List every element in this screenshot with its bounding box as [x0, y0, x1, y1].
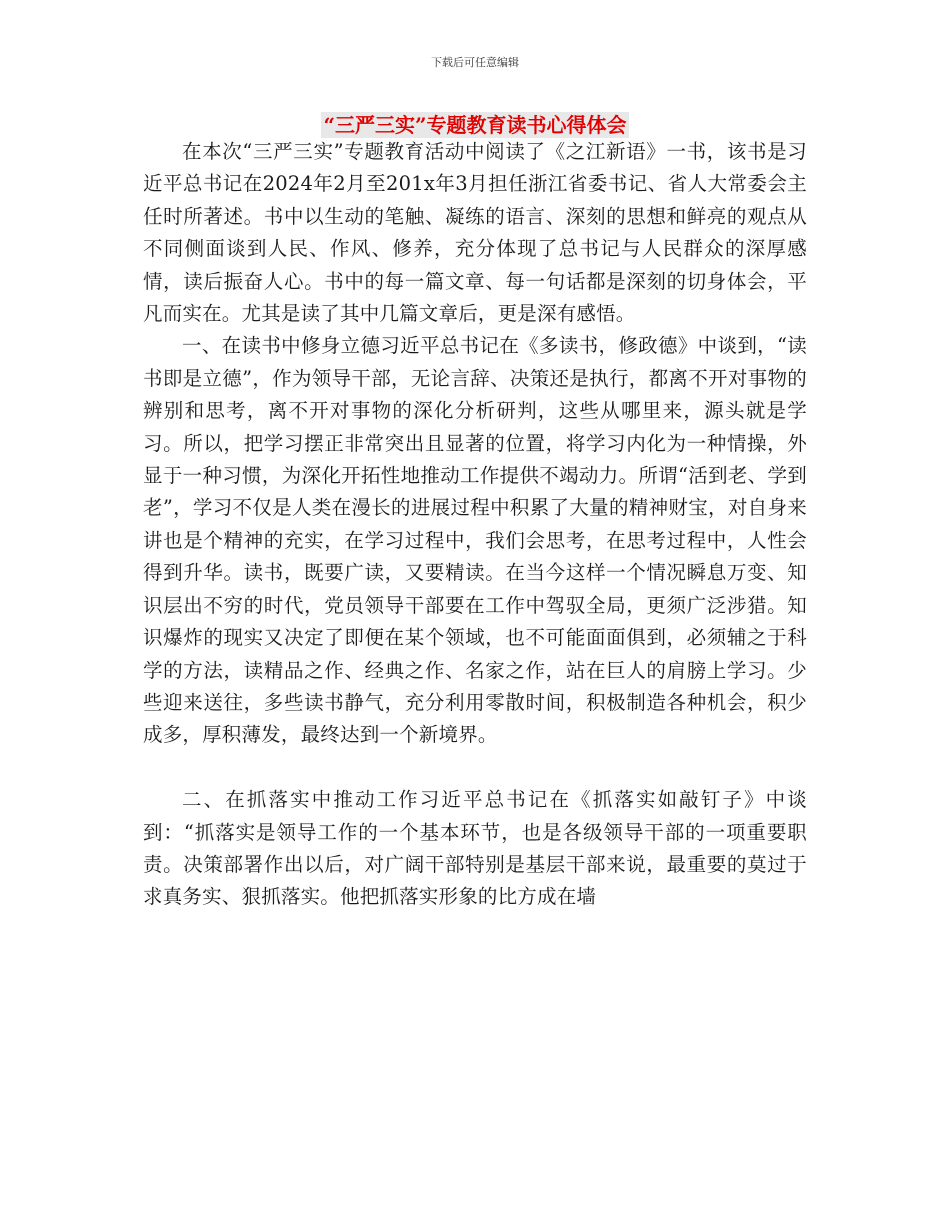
- paragraph-spacer: [143, 752, 807, 784]
- document-title: “三严三实”专题教育读书心得体会: [323, 113, 627, 137]
- paragraph-section-two: 二、在抓落实中推动工作习近平总书记在《抓落实如敲钉子》中谈到：“抓落实是领导工作的一个基本环节，也是各级领导干部的一项重要职责。决策部署作出以后，对广阔干部特别是基层干部来说，最重要的莫过于求真务实、狠抓落实。他把抓落实形象的比方成在墙: [143, 788, 807, 909]
- title-container: [0, 112, 950, 138]
- paragraph-intro: 在本次“三严三实”专题教育活动中阅读了《之江新语》一书，该书是习近平总书记在2024年2月至201x年3月担任浙江省委书记、省人大常委会主任时所著述。书中以生动的笔触、凝练的语言、深刻的思想和鲜亮的观点从不同侧面谈到人民、作风、修养，充分体现了总书记与人民群众的深厚感情，读后振奋人心。书中的每一篇文章、每一句话都是深刻的切身体会，平凡而实在。尤其是读了其中几篇文章后，更是深有感悟。: [143, 140, 807, 326]
- document-body: [143, 136, 807, 914]
- paragraph-section-one: 一、在读书中修身立德习近平总书记在《多读书，修政德》中谈到，“读书即是立德”，作为领导干部，无论言辞、决策还是执行，都离不开对事物的辨别和思考，离不开对事物的深化分析研判，这些从哪里来，源头就是学习。所以，把学习摆正非常突出且显著的位置，将学习内化为一种情操，外显于一种习惯，为深化开拓性地推动工作提供不竭动力。所谓“活到老、学到老”，学习不仅是人类在漫长的进展过程中积累了大量的精神财宝，对自身来讲也是个精神的充实，在学习过程中，我们会思考，在思考过程中，人性会得到升华。读书，既要广读，又要精读。在当今这样一个情况瞬息万变、知识层出不穷的时代，党员领导干部要在工作中驾驭全局，更须广泛涉猎。知识爆炸的现实又决定了即便在某个领域，也不可能面面俱到，必须辅之于科学的方法，读精品之作、经典之作、名家之作，站在巨人的肩膀上学习。少些迎来送往，多些读书静气，充分利用零散时间，积极制造各种机会，积少成多，厚积薄发，最终达到一个新境界。: [143, 334, 807, 747]
- page-header-note: 下载后可任意编辑: [431, 56, 519, 69]
